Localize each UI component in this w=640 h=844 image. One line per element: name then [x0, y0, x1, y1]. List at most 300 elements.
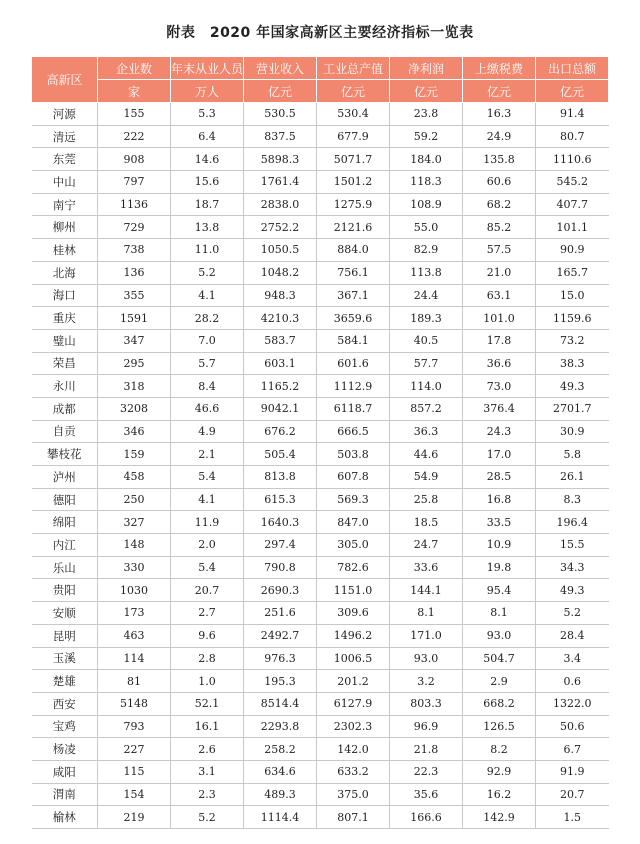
cell-net-profit: 803.3	[390, 692, 463, 715]
cell-taxes: 36.6	[463, 352, 536, 375]
table-row	[32, 488, 609, 511]
table-row	[32, 103, 609, 126]
cell-revenue: 634.6	[244, 760, 317, 783]
cell-revenue: 2690.3	[244, 579, 317, 602]
cell-net-profit: 44.6	[390, 443, 463, 466]
cell-industrial-output: 847.0	[317, 511, 390, 534]
cell-zone-name: 绵阳	[32, 511, 98, 534]
table-row	[32, 420, 609, 443]
unit-row	[32, 80, 609, 103]
cell-enterprises: 355	[98, 284, 171, 307]
cell-employees: 5.3	[171, 103, 244, 126]
cell-exports: 26.1	[536, 466, 609, 489]
cell-industrial-output: 666.5	[317, 420, 390, 443]
cell-industrial-output: 503.8	[317, 443, 390, 466]
cell-enterprises: 173	[98, 602, 171, 625]
cell-exports: 1110.6	[536, 148, 609, 171]
cell-exports: 80.7	[536, 125, 609, 148]
cell-zone-name: 永川	[32, 375, 98, 398]
cell-net-profit: 96.9	[390, 715, 463, 738]
cell-net-profit: 114.0	[390, 375, 463, 398]
cell-revenue: 603.1	[244, 352, 317, 375]
cell-net-profit: 171.0	[390, 624, 463, 647]
table-row	[32, 602, 609, 625]
column-header-revenue: 营业收入	[244, 57, 317, 80]
cell-net-profit: 24.7	[390, 534, 463, 557]
cell-industrial-output: 782.6	[317, 556, 390, 579]
cell-employees: 20.7	[171, 579, 244, 602]
cell-employees: 4.9	[171, 420, 244, 443]
cell-employees: 5.4	[171, 466, 244, 489]
cell-revenue: 790.8	[244, 556, 317, 579]
cell-zone-name: 璧山	[32, 329, 98, 352]
cell-revenue: 583.7	[244, 329, 317, 352]
table-row	[32, 715, 609, 738]
cell-exports: 3.4	[536, 647, 609, 670]
cell-net-profit: 3.2	[390, 670, 463, 693]
cell-taxes: 24.9	[463, 125, 536, 148]
cell-net-profit: 113.8	[390, 261, 463, 284]
cell-taxes: 8.2	[463, 738, 536, 761]
cell-revenue: 251.6	[244, 602, 317, 625]
cell-employees: 2.8	[171, 647, 244, 670]
cell-employees: 2.3	[171, 783, 244, 806]
cell-zone-name: 德阳	[32, 488, 98, 511]
table-row	[32, 760, 609, 783]
cell-taxes: 126.5	[463, 715, 536, 738]
cell-revenue: 1114.4	[244, 806, 317, 829]
table-row	[32, 783, 609, 806]
cell-taxes: 21.0	[463, 261, 536, 284]
cell-taxes: 504.7	[463, 647, 536, 670]
table-row	[32, 261, 609, 284]
cell-employees: 2.7	[171, 602, 244, 625]
cell-taxes: 135.8	[463, 148, 536, 171]
cell-employees: 2.1	[171, 443, 244, 466]
cell-zone-name: 成都	[32, 397, 98, 420]
cell-enterprises: 797	[98, 171, 171, 194]
cell-enterprises: 318	[98, 375, 171, 398]
cell-enterprises: 219	[98, 806, 171, 829]
cell-employees: 2.0	[171, 534, 244, 557]
column-header-industrial-output: 工业总产值	[317, 57, 390, 80]
cell-zone-name: 自贡	[32, 420, 98, 443]
cell-revenue: 9042.1	[244, 397, 317, 420]
cell-employees: 5.4	[171, 556, 244, 579]
cell-industrial-output: 756.1	[317, 261, 390, 284]
cell-zone-name: 安顺	[32, 602, 98, 625]
cell-industrial-output: 305.0	[317, 534, 390, 557]
cell-net-profit: 54.9	[390, 466, 463, 489]
cell-taxes: 10.9	[463, 534, 536, 557]
cell-net-profit: 40.5	[390, 329, 463, 352]
cell-taxes: 16.3	[463, 103, 536, 126]
cell-employees: 6.4	[171, 125, 244, 148]
cell-employees: 18.7	[171, 193, 244, 216]
cell-enterprises: 793	[98, 715, 171, 738]
table-row	[32, 125, 609, 148]
table-row	[32, 352, 609, 375]
table-row	[32, 329, 609, 352]
cell-revenue: 615.3	[244, 488, 317, 511]
cell-zone-name: 攀枝花	[32, 443, 98, 466]
cell-employees: 11.0	[171, 239, 244, 262]
cell-industrial-output: 633.2	[317, 760, 390, 783]
cell-revenue: 5898.3	[244, 148, 317, 171]
cell-enterprises: 347	[98, 329, 171, 352]
cell-taxes: 16.2	[463, 783, 536, 806]
column-header-exports: 出口总额	[536, 57, 609, 80]
cell-revenue: 2293.8	[244, 715, 317, 738]
cell-exports: 2701.7	[536, 397, 609, 420]
column-header-zone: 高新区	[32, 57, 98, 103]
cell-exports: 20.7	[536, 783, 609, 806]
cell-enterprises: 148	[98, 534, 171, 557]
cell-net-profit: 57.7	[390, 352, 463, 375]
cell-exports: 6.7	[536, 738, 609, 761]
cell-taxes: 60.6	[463, 171, 536, 194]
cell-enterprises: 908	[98, 148, 171, 171]
table-row	[32, 284, 609, 307]
table-row	[32, 579, 609, 602]
cell-revenue: 976.3	[244, 647, 317, 670]
cell-revenue: 1761.4	[244, 171, 317, 194]
header-row	[32, 57, 609, 80]
cell-employees: 14.6	[171, 148, 244, 171]
cell-revenue: 489.3	[244, 783, 317, 806]
cell-exports: 545.2	[536, 171, 609, 194]
cell-taxes: 2.9	[463, 670, 536, 693]
table-row	[32, 806, 609, 829]
cell-industrial-output: 584.1	[317, 329, 390, 352]
cell-enterprises: 738	[98, 239, 171, 262]
cell-taxes: 33.5	[463, 511, 536, 534]
cell-industrial-output: 884.0	[317, 239, 390, 262]
cell-taxes: 63.1	[463, 284, 536, 307]
cell-revenue: 8514.4	[244, 692, 317, 715]
cell-taxes: 68.2	[463, 193, 536, 216]
cell-exports: 165.7	[536, 261, 609, 284]
cell-exports: 34.3	[536, 556, 609, 579]
cell-exports: 5.2	[536, 602, 609, 625]
cell-exports: 1322.0	[536, 692, 609, 715]
cell-exports: 8.3	[536, 488, 609, 511]
cell-industrial-output: 142.0	[317, 738, 390, 761]
cell-taxes: 16.8	[463, 488, 536, 511]
cell-employees: 5.7	[171, 352, 244, 375]
cell-taxes: 93.0	[463, 624, 536, 647]
cell-industrial-output: 601.6	[317, 352, 390, 375]
cell-industrial-output: 1151.0	[317, 579, 390, 602]
table-body	[32, 103, 609, 829]
cell-revenue: 2492.7	[244, 624, 317, 647]
cell-employees: 2.6	[171, 738, 244, 761]
cell-enterprises: 1591	[98, 307, 171, 330]
cell-enterprises: 114	[98, 647, 171, 670]
cell-enterprises: 136	[98, 261, 171, 284]
cell-taxes: 73.0	[463, 375, 536, 398]
cell-revenue: 837.5	[244, 125, 317, 148]
cell-exports: 196.4	[536, 511, 609, 534]
cell-revenue: 676.2	[244, 420, 317, 443]
unit-industrial-output: 亿元	[317, 80, 390, 103]
cell-revenue: 1640.3	[244, 511, 317, 534]
column-header-net-profit: 净利润	[390, 57, 463, 80]
cell-enterprises: 155	[98, 103, 171, 126]
table-row	[32, 171, 609, 194]
cell-employees: 8.4	[171, 375, 244, 398]
cell-industrial-output: 309.6	[317, 602, 390, 625]
cell-exports: 91.9	[536, 760, 609, 783]
cell-industrial-output: 1501.2	[317, 171, 390, 194]
cell-enterprises: 1030	[98, 579, 171, 602]
cell-zone-name: 荣昌	[32, 352, 98, 375]
cell-revenue: 2752.2	[244, 216, 317, 239]
cell-taxes: 142.9	[463, 806, 536, 829]
cell-zone-name: 中山	[32, 171, 98, 194]
cell-exports: 1159.6	[536, 307, 609, 330]
cell-revenue: 1048.2	[244, 261, 317, 284]
cell-revenue: 948.3	[244, 284, 317, 307]
cell-exports: 5.8	[536, 443, 609, 466]
cell-industrial-output: 2121.6	[317, 216, 390, 239]
cell-enterprises: 159	[98, 443, 171, 466]
cell-net-profit: 857.2	[390, 397, 463, 420]
cell-exports: 91.4	[536, 103, 609, 126]
cell-exports: 15.0	[536, 284, 609, 307]
cell-enterprises: 346	[98, 420, 171, 443]
cell-exports: 90.9	[536, 239, 609, 262]
cell-industrial-output: 2302.3	[317, 715, 390, 738]
cell-net-profit: 35.6	[390, 783, 463, 806]
cell-taxes: 8.1	[463, 602, 536, 625]
cell-employees: 11.9	[171, 511, 244, 534]
cell-zone-name: 内江	[32, 534, 98, 557]
cell-taxes: 19.8	[463, 556, 536, 579]
cell-revenue: 195.3	[244, 670, 317, 693]
cell-zone-name: 东莞	[32, 148, 98, 171]
cell-exports: 15.5	[536, 534, 609, 557]
cell-employees: 4.1	[171, 488, 244, 511]
cell-industrial-output: 1112.9	[317, 375, 390, 398]
cell-revenue: 2838.0	[244, 193, 317, 216]
table-row	[32, 556, 609, 579]
cell-exports: 49.3	[536, 579, 609, 602]
cell-industrial-output: 677.9	[317, 125, 390, 148]
cell-zone-name: 北海	[32, 261, 98, 284]
cell-industrial-output: 1275.9	[317, 193, 390, 216]
cell-exports: 50.6	[536, 715, 609, 738]
cell-exports: 0.6	[536, 670, 609, 693]
cell-exports: 73.2	[536, 329, 609, 352]
cell-enterprises: 327	[98, 511, 171, 534]
column-header-employees: 年末从业人员	[171, 57, 244, 80]
cell-zone-name: 玉溪	[32, 647, 98, 670]
cell-revenue: 505.4	[244, 443, 317, 466]
table-row	[32, 216, 609, 239]
cell-zone-name: 榆林	[32, 806, 98, 829]
cell-exports: 49.3	[536, 375, 609, 398]
cell-zone-name: 柳州	[32, 216, 98, 239]
cell-industrial-output: 569.3	[317, 488, 390, 511]
cell-employees: 1.0	[171, 670, 244, 693]
cell-zone-name: 泸州	[32, 466, 98, 489]
cell-exports: 30.9	[536, 420, 609, 443]
cell-employees: 9.6	[171, 624, 244, 647]
cell-industrial-output: 367.1	[317, 284, 390, 307]
cell-net-profit: 93.0	[390, 647, 463, 670]
table-row	[32, 738, 609, 761]
cell-exports: 28.4	[536, 624, 609, 647]
cell-zone-name: 西安	[32, 692, 98, 715]
table-row	[32, 647, 609, 670]
cell-employees: 3.1	[171, 760, 244, 783]
cell-net-profit: 108.9	[390, 193, 463, 216]
cell-zone-name: 重庆	[32, 307, 98, 330]
unit-net-profit: 亿元	[390, 80, 463, 103]
cell-industrial-output: 6127.9	[317, 692, 390, 715]
unit-enterprises: 家	[98, 80, 171, 103]
cell-employees: 15.6	[171, 171, 244, 194]
cell-net-profit: 8.1	[390, 602, 463, 625]
cell-enterprises: 227	[98, 738, 171, 761]
cell-net-profit: 25.8	[390, 488, 463, 511]
cell-enterprises: 222	[98, 125, 171, 148]
cell-zone-name: 宝鸡	[32, 715, 98, 738]
table-row	[32, 670, 609, 693]
cell-enterprises: 463	[98, 624, 171, 647]
cell-revenue: 1165.2	[244, 375, 317, 398]
cell-revenue: 4210.3	[244, 307, 317, 330]
cell-enterprises: 250	[98, 488, 171, 511]
cell-enterprises: 3208	[98, 397, 171, 420]
table-row	[32, 307, 609, 330]
cell-net-profit: 23.8	[390, 103, 463, 126]
column-header-taxes: 上缴税费	[463, 57, 536, 80]
cell-industrial-output: 807.1	[317, 806, 390, 829]
cell-net-profit: 59.2	[390, 125, 463, 148]
cell-industrial-output: 1006.5	[317, 647, 390, 670]
cell-industrial-output: 6118.7	[317, 397, 390, 420]
cell-enterprises: 330	[98, 556, 171, 579]
cell-employees: 13.8	[171, 216, 244, 239]
table-row	[32, 148, 609, 171]
cell-revenue: 297.4	[244, 534, 317, 557]
cell-employees: 28.2	[171, 307, 244, 330]
cell-net-profit: 82.9	[390, 239, 463, 262]
cell-net-profit: 18.5	[390, 511, 463, 534]
cell-net-profit: 166.6	[390, 806, 463, 829]
cell-taxes: 28.5	[463, 466, 536, 489]
cell-taxes: 85.2	[463, 216, 536, 239]
cell-enterprises: 729	[98, 216, 171, 239]
table-row	[32, 193, 609, 216]
cell-zone-name: 昆明	[32, 624, 98, 647]
cell-enterprises: 458	[98, 466, 171, 489]
cell-industrial-output: 607.8	[317, 466, 390, 489]
cell-zone-name: 桂林	[32, 239, 98, 262]
cell-net-profit: 33.6	[390, 556, 463, 579]
page-title: 附表 2020 年国家高新区主要经济指标一览表	[166, 25, 474, 41]
cell-industrial-output: 1496.2	[317, 624, 390, 647]
cell-revenue: 258.2	[244, 738, 317, 761]
unit-revenue: 亿元	[244, 80, 317, 103]
cell-net-profit: 144.1	[390, 579, 463, 602]
table-row	[32, 375, 609, 398]
table-row	[32, 239, 609, 262]
cell-revenue: 813.8	[244, 466, 317, 489]
cell-zone-name: 南宁	[32, 193, 98, 216]
cell-exports: 1.5	[536, 806, 609, 829]
cell-enterprises: 295	[98, 352, 171, 375]
table-row	[32, 397, 609, 420]
cell-employees: 52.1	[171, 692, 244, 715]
cell-net-profit: 22.3	[390, 760, 463, 783]
cell-taxes: 17.8	[463, 329, 536, 352]
unit-employees: 万人	[171, 80, 244, 103]
cell-taxes: 57.5	[463, 239, 536, 262]
cell-zone-name: 乐山	[32, 556, 98, 579]
unit-taxes: 亿元	[463, 80, 536, 103]
cell-industrial-output: 201.2	[317, 670, 390, 693]
cell-employees: 46.6	[171, 397, 244, 420]
cell-revenue: 530.5	[244, 103, 317, 126]
cell-net-profit: 21.8	[390, 738, 463, 761]
cell-enterprises: 81	[98, 670, 171, 693]
cell-zone-name: 楚雄	[32, 670, 98, 693]
cell-employees: 5.2	[171, 806, 244, 829]
cell-zone-name: 海口	[32, 284, 98, 307]
cell-exports: 407.7	[536, 193, 609, 216]
cell-taxes: 376.4	[463, 397, 536, 420]
cell-net-profit: 36.3	[390, 420, 463, 443]
table-row	[32, 443, 609, 466]
cell-zone-name: 渭南	[32, 783, 98, 806]
cell-taxes: 101.0	[463, 307, 536, 330]
cell-zone-name: 清远	[32, 125, 98, 148]
cell-taxes: 668.2	[463, 692, 536, 715]
column-header-enterprises: 企业数	[98, 57, 171, 80]
cell-zone-name: 杨凌	[32, 738, 98, 761]
table-row	[32, 466, 609, 489]
cell-enterprises: 154	[98, 783, 171, 806]
cell-net-profit: 189.3	[390, 307, 463, 330]
table-row	[32, 624, 609, 647]
cell-net-profit: 118.3	[390, 171, 463, 194]
cell-industrial-output: 375.0	[317, 783, 390, 806]
table-row	[32, 511, 609, 534]
cell-taxes: 24.3	[463, 420, 536, 443]
cell-exports: 38.3	[536, 352, 609, 375]
cell-employees: 7.0	[171, 329, 244, 352]
cell-taxes: 92.9	[463, 760, 536, 783]
table-row	[32, 692, 609, 715]
cell-employees: 4.1	[171, 284, 244, 307]
cell-enterprises: 1136	[98, 193, 171, 216]
cell-industrial-output: 5071.7	[317, 148, 390, 171]
cell-net-profit: 24.4	[390, 284, 463, 307]
cell-exports: 101.1	[536, 216, 609, 239]
cell-employees: 16.1	[171, 715, 244, 738]
cell-net-profit: 55.0	[390, 216, 463, 239]
cell-revenue: 1050.5	[244, 239, 317, 262]
cell-enterprises: 5148	[98, 692, 171, 715]
cell-zone-name: 咸阳	[32, 760, 98, 783]
cell-taxes: 17.0	[463, 443, 536, 466]
cell-industrial-output: 3659.6	[317, 307, 390, 330]
table-row	[32, 534, 609, 557]
cell-taxes: 95.4	[463, 579, 536, 602]
